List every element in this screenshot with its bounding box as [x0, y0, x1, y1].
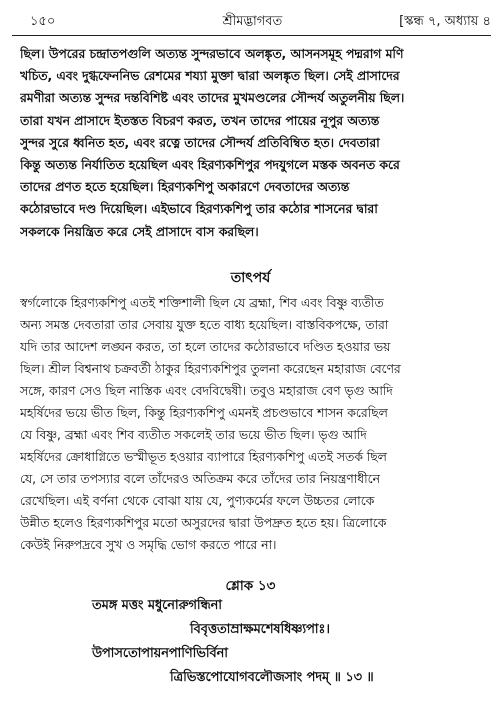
purport-line: ছিল। শ্রীল বিশ্বনাথ চক্রবর্তী ঠাকুর হিরণ্যকশিপুর তুলনা করেছেন মহারাজ বেণের: [20, 362, 401, 376]
canto-chapter-reference: [স্কন্ধ ৭, অধ্যায় ৪: [399, 14, 491, 29]
purport-line: যে বিষ্ণু, ব্রহ্মা এবং শিব ব্যতীত সকলেই তার ভয়ে ভীত ছিল। ভৃগু আদি: [20, 428, 367, 442]
running-header: [14, 10, 491, 34]
purport-line: কেউই নিরুপদ্রবে সুখ ও সমৃদ্ধি ভোগ করতে পারে না।: [20, 538, 277, 552]
translation-line: রমণীরা অত্যন্ত সুন্দর দন্তবিশিষ্ট এবং তাদের মুখমণ্ডলের সৌন্দর্য অতুলনীয় ছিল।: [20, 91, 405, 106]
purport-line: যদি তার আদেশ লঙ্ঘন করত, তা হলে তাদের কঠোরভাবে দণ্ডিত হওয়ার ভয়: [20, 340, 391, 354]
verse-heading: শ্লোক ১৩: [225, 578, 276, 594]
translation-line: খচিত, এবং দুগ্ধফেননিভ রেশমের শয্যা মুক্তা দ্বারা অলঙ্কৃত ছিল। সেই প্রাসাদের: [20, 69, 400, 84]
purport-line: স্বর্গলোকে হিরণ্যকশিপু এতই শক্তিশালী ছিল যে ব্রহ্মা, শিব এবং বিষ্ণু ব্যতীত: [20, 296, 384, 310]
translation-line: সুন্দর সুরে ধ্বনিত হত, এবং রত্নে তাদের সৌন্দর্য প্রতিবিম্বিত হত। দেবতারা: [20, 135, 380, 150]
translation-line: তাদের প্রণত হতে হয়েছিল। হিরণ্যকশিপু অকারণে দেবতাদের অত্যন্ত: [20, 180, 350, 195]
purport-line: যে, সে তার তপস্যার বলে তাঁদেরও অতিক্রম করে তাঁদের তার নিয়ন্ত্রণাধীনে: [20, 472, 380, 486]
purport-line: উন্নীত হলেও হিরণ্যকশিপুর মতো অসুরদের দ্বারা উপদ্রুত হতে হয়। ত্রিলোকে: [20, 516, 387, 530]
translation-line: ছিল। উপরের চন্দ্রাতপগুলি অত্যন্ত সুন্দরভাবে অলঙ্কৃত, আসনসমূহ পদ্মরাগ মণি: [20, 47, 404, 61]
header-rule: [12, 35, 491, 36]
translation-line: সকলকে নিয়ন্ত্রিত করে সেই প্রাসাদে বাস করছিল।: [20, 224, 259, 239]
purport-line: অন্য সমস্ত দেবতারা তার সেবায় যুক্ত হতে বাধ্য হয়েছিল। বাস্তবিকপক্ষে, তারা: [20, 318, 389, 332]
verse-line: বিবৃত্ততাম্রাক্ষমশেষধিষ্ণ্যপাঃ।: [190, 622, 330, 637]
verse-line: উপাসতোপায়নপাণিভির্বিনা: [92, 646, 228, 661]
purport-line: রেখেছিল। এই বর্ণনা থেকে বোঝা যায় যে, পুণ্যকর্মের ফলে উচ্চতর লোকে: [20, 494, 375, 508]
book-title: শ্রীমদ্ভাগবত: [222, 14, 283, 29]
purport-heading: তাৎপর্য: [230, 270, 271, 286]
verse-line: তমঙ্গ মত্তং মধুনোরুগন্ধিনা: [92, 598, 222, 613]
page-number: ১৫০: [30, 14, 56, 29]
purport-line: মহর্ষিদের ভয়ে ভীত ছিল, কিন্তু হিরণ্যকশিপু এমনই প্রচণ্ডভাবে শাসন করেছিল: [20, 406, 388, 420]
translation-line: কিন্তু অত্যন্ত নির্যাতিত হয়েছিল এবং হিরণ্যকশিপুর পদযুগলে মস্তক অবনত করে: [20, 157, 400, 172]
purport-line: মহর্ষিদের ক্রোধাগ্নিতে ভস্মীভূত হওয়ার ব্যাপারে হিরণ্যকশিপু এতই সতর্ক ছিল: [20, 450, 387, 464]
translation-text: [20, 43, 490, 243]
verse-line: ত্রিভিস্তপোযোগবলৌজসাং পদম্ ॥ ১৩ ॥: [170, 670, 374, 685]
translation-line: তারা যখন প্রাসাদে ইতস্তত বিচরণ করত, তখন তাদের পায়ের নূপুর অত্যন্ত: [20, 113, 380, 128]
translation-line: কঠোরভাবে দণ্ড দিয়েছিল। এইভাবে হিরণ্যকশিপু তার কঠোর শাসনের দ্বারা: [20, 202, 378, 217]
purport-text: [20, 292, 490, 556]
purport-line: সঙ্গে, কারণ সেও ছিল নাস্তিক এবং বেদবিদ্বেষী। তবুও মহারাজ বেণ ভৃগু আদি: [20, 384, 393, 398]
